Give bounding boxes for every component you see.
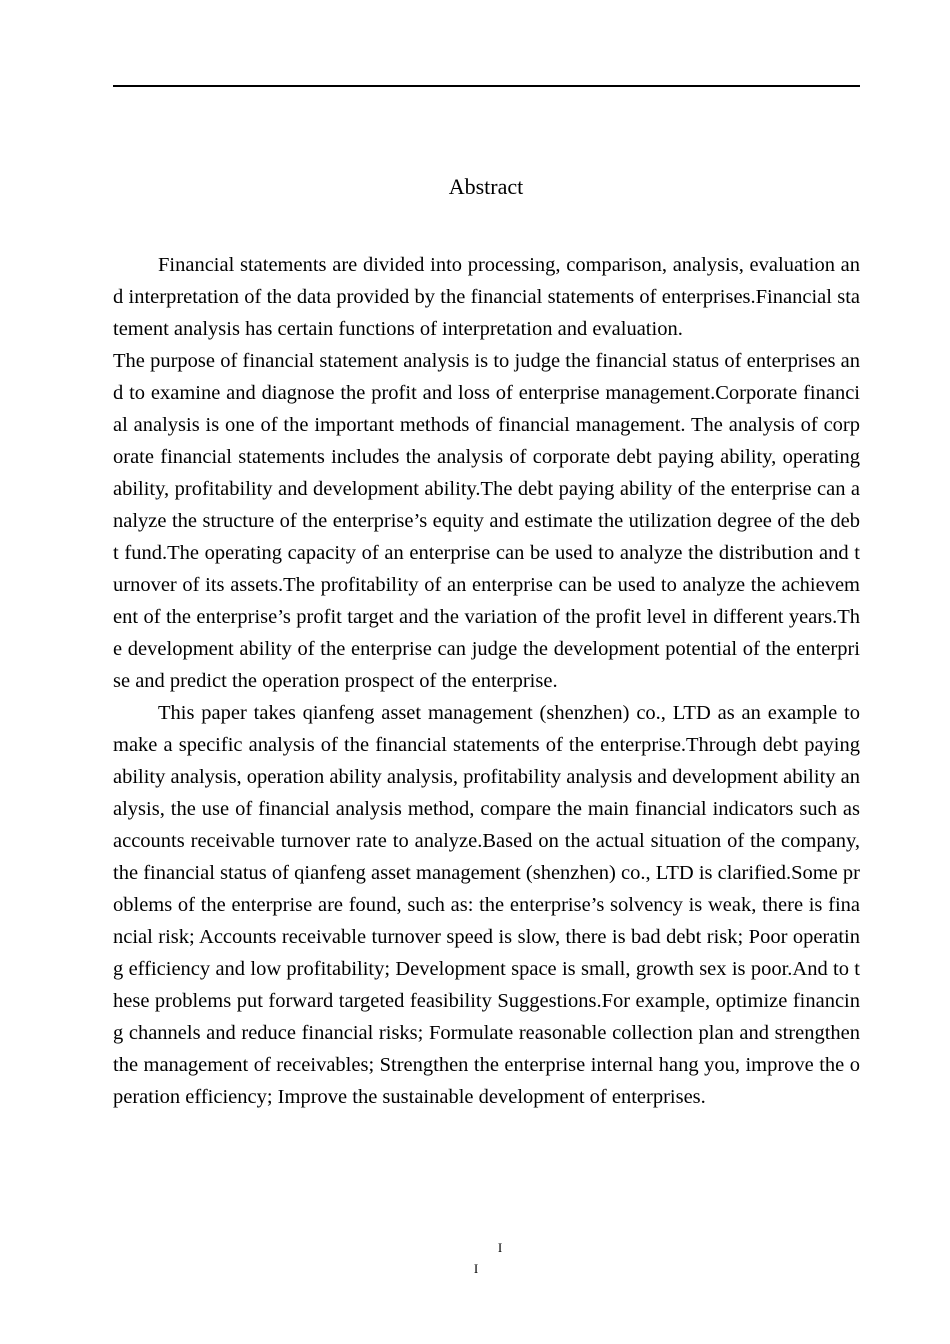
- abstract-paragraph-3: This paper takes qianfeng asset management (shenzhen) co., LTD as an example to make a specific analysis of the financial statements of the enterprise.Through debt paying ability analysis, operation ability analysis, profitability analysis and development ability analysis, the use of financial analysis method, compare the main financial indicators such as accounts receivable turnover rate to analyze.Based on the actual situation of the company, the financial status of qianfeng asset management (shenzhen) co., LTD is clarified.Some problems of the enterprise are found, such as: the enterprise’s solvency is weak, there is financial risk; Accounts receivable turnover speed is slow, there is bad debt risk; Poor operating efficiency and low profitability; Development space is small, growth sex is poor.And to these problems put forward targeted feasibility Suggestions.For example, optimize financing channels and reduce financial risks; Formulate reasonable collection plan and strengthen the management of receivables; Strengthen the enterprise internal hang you, improve the operation efficiency; Improve the sustainable development of enterprises.: [113, 702, 860, 1108]
- header-rule: [113, 85, 860, 87]
- abstract-paragraph-1: Financial statements are divided into processing, comparison, analysis, evaluation and interpretation of the data provided by the financial statements of enterprises.Financial statement analysis has certain functions of interpretation and evaluation.: [113, 254, 860, 340]
- abstract-body: [113, 249, 860, 1113]
- abstract-title: Abstract: [448, 174, 524, 199]
- page-number-upper: I: [497, 1240, 503, 1255]
- abstract-paragraph-2: The purpose of financial statement analysis is to judge the financial status of enterprises and to examine and diagnose the profit and loss of enterprise management.Corporate financial analysis is one of the important methods of financial management. The analysis of corporate financial statements includes the analysis of corporate debt paying ability, operating ability, profitability and development ability.The debt paying ability of the enterprise can analyze the structure of the enterprise’s equity and estimate the utilization degree of the debt fund.The operating capacity of an enterprise can be used to analyze the distribution and turnover of its assets.The profitability of an enterprise can be used to analyze the achievement of the enterprise’s profit target and the variation of the profit level in different years.The development ability of the enterprise can judge the development potential of the enterprise and predict the operation prospect of the enterprise.: [113, 350, 860, 692]
- page-number-lower: I: [473, 1261, 479, 1276]
